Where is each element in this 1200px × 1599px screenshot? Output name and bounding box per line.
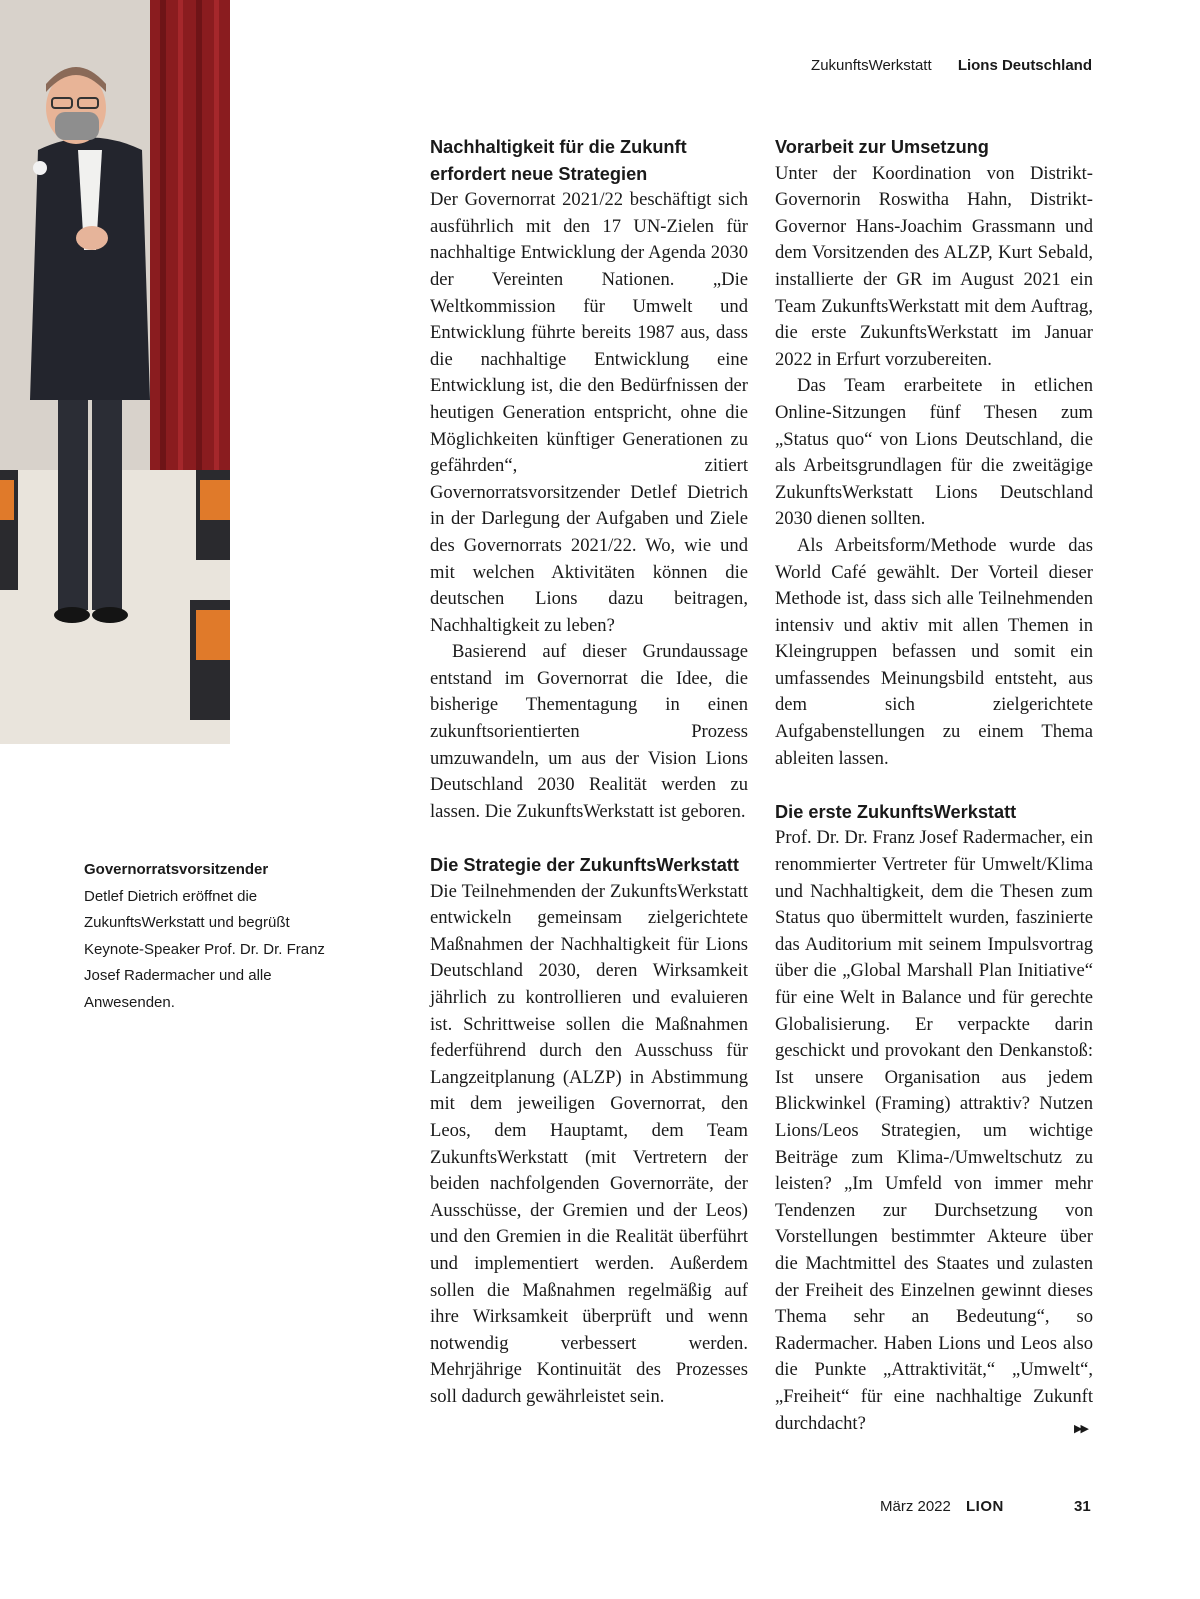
paragraph: Unter der Koordination von Distrikt-Governorin Roswitha Hahn, Distrikt-Governor Hans-Joachim Grassmann und dem Vorsitzenden des ALZP, Kurt Sebald, installierte der GR im August 2021 ein Team ZukunftsWerkstatt mit dem Auftrag, die erste ZukunftsWerkstatt im Januar 2022 in Erfurt vorzubereiten.: [775, 162, 1093, 370]
footer-issue-date: März 2022: [880, 1498, 951, 1515]
article-column-1: [430, 134, 748, 1411]
footer-magazine-name: LION: [966, 1498, 1004, 1515]
heading-strategy: Die Strategie der ZukunftsWerkstatt: [430, 855, 739, 876]
caption-title: Governorratsvorsitzender: [84, 861, 269, 878]
continue-arrow-icon: ▶▶: [1074, 1422, 1087, 1435]
article-column-2: [775, 134, 1093, 1437]
caption-text: Detlef Dietrich eröffnet die ZukunftsWerkstatt und begrüßt Keynote-Speaker Prof. Dr. Dr. Franz Josef Radermacher und alle Anwesenden.: [84, 887, 325, 1011]
paragraph: Der Governorrat 2021/22 beschäftigt sich ausführlich mit den 17 UN-Zielen für nachhaltige Entwicklung der Agenda 2030 der Vereinten Nationen. „Die Weltkommission für Umwelt und Entwicklung führte bereits 1987 aus, dass die nachhaltige Entwicklung eine Entwicklung ist, die den Bedürfnissen der heutigen Generation entspricht, ohne die Möglichkeiten künftiger Generationen zu gefährden“, zitiert Governorratsvorsitzender Detlef Dietrich in der Darlegung der Aufgaben und Ziele des Governorrats 2021/22. Wo, wie und mit welchen Aktivitäten können die deutschen Lions dazu beitragen, Nachhaltigkeit zu leben?: [430, 189, 748, 636]
speaker-photo: [0, 0, 230, 744]
header-brand: Lions Deutschland: [957, 57, 1092, 74]
paragraph: Basierend auf dieser Grundaussage entstand im Governorrat die Idee, die bisherige Thementagung in einen zukunftsorientierten Prozess umzuwandeln, um aus der Vision Lions Deutschland 2030 Realität werden zu lassen. Die ZukunftsWerkstatt ist geboren.: [430, 641, 748, 822]
paragraph: Als Arbeitsform/Methode wurde das World Café gewählt. Der Vorteil dieser Methode ist, dass sich alle Teilnehmenden intensiv und aktiv mit allen Themen in Kleingruppen befassen und somit ein umfassendes Meinungsbild entsteht, aus dem sich zielgerichtete Aufgabenstellungen zu einem Thema ableiten lassen.: [775, 534, 1093, 769]
paragraph: Die Teilnehmenden der ZukunftsWerkstatt entwickeln gemeinsam zielgerichtete Maßnahmen der Nachhaltigkeit für Lions Deutschland 2030, deren Wirksamkeit jährlich zu kontrollieren und evaluieren ist. Schrittweise sollen die Maßnahmen federführend durch den Ausschuss für Langzeitplanung (ALZP) in Abstimmung mit dem jeweiligen Governorrat, den Leos, dem Hauptamt, dem Team ZukunftsWerkstatt (mit Vertretern der beiden nachfolgenden Governorräte, der Ausschüsse, der Gremien und der Leos) und den Gremien in die Realität überführt und implementiert werden. Außerdem sollen die Maßnahmen regelmäßig auf ihre Wirksamkeit überprüft und wenn notwendig verbessert werden. Mehrjährige Kontinuität des Prozesses soll dadurch gewährleistet sein.: [430, 880, 748, 1407]
heading-first-workshop: Die erste ZukunftsWerkstatt: [775, 801, 1017, 822]
paragraph: Prof. Dr. Dr. Franz Josef Radermacher, ein renommierter Vertreter für Umwelt/Klima und Nachhaltigkeit, dem die Thesen zum Status quo übermittelt wurden, faszinierte das Auditorium mit seinem Impulsvortrag über die „Global Marshall Plan Initiative“ für eine Welt in Balance und für gerechte Globalisierung. Er verpackte darin geschickt und provokant den Denkanstoß: Ist unsere Organisation aus jedem Blickwinkel (Framing) attraktiv? Nutzen Lions/Leos Strategien, um wichtige Beiträge zum Klima-/Umweltschutz zu leisten? „Im Umfeld von immer mehr Tendenzen zur Durchsetzung von Vorstellungen bestimmter Akteure über die Machtmittel des Staates und zulasten der Freiheit des Einzelnen gewinnt dieses Thema sehr an Bedeutung“, so Radermacher. Haben Lions und Leos also die Punkte „Attraktivität,“ „Umwelt“, „Freiheit“ für eine nachhaltige Zukunft durchdacht?: [775, 827, 1093, 1434]
photo-caption: [84, 857, 334, 1016]
header-section-title: ZukunftsWerkstatt: [811, 57, 932, 74]
heading-sustainability: Nachhaltigkeit für die Zukunft erfordert neue Strategien: [430, 137, 687, 184]
photo-speaker-on-stage: [0, 0, 230, 744]
paragraph: Das Team erarbeitete in etlichen Online-Sitzungen fünf Thesen zum „Status quo“ von Lions Deutschland, die als Arbeitsgrundlagen für die zweitägige ZukunftsWerkstatt Lions Deutschland 2030 dienen sollten.: [775, 375, 1093, 530]
heading-preparation: Vorarbeit zur Umsetzung: [775, 137, 989, 157]
running-header: [811, 57, 1092, 74]
page-number: 31: [1074, 1498, 1091, 1515]
